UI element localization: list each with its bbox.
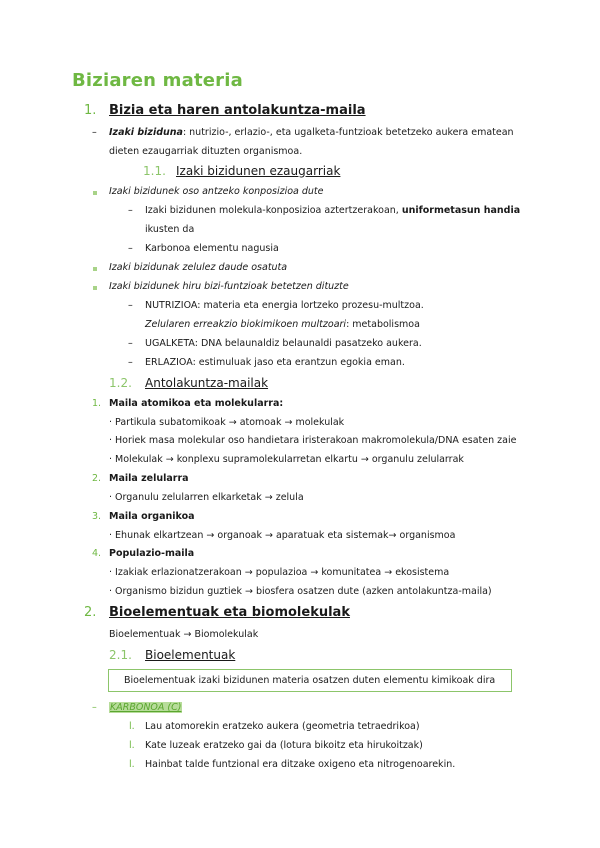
section-2-number: 2. [84, 605, 97, 620]
list-item: Kate luzeak eratzeko gai da (lotura bikoitz eta hirukoitzak) [145, 740, 423, 751]
definition-term: Izaki biziduna [109, 127, 183, 138]
list-item-continuation [145, 319, 420, 330]
dash-bullet: – [128, 205, 133, 216]
level-title: Maila zelularra [109, 473, 189, 484]
subsection-1-2-number: 1.2. [109, 376, 132, 390]
dash-bullet: – [92, 702, 97, 713]
list-item: Izaki bizidunak zelulez daude osatuta [109, 262, 288, 273]
emphasis-text: uniformetasun handia [401, 205, 521, 216]
list-item: Izaki bizidunek hiru bizi-funtzioak betetzen dituzte [109, 281, 349, 292]
list-number: 4. [92, 548, 102, 559]
subsection-2-1-heading: Bioelementuak [145, 648, 236, 662]
definition-text: : nutrizio-, erlazio-, eta ugalketa-funtzioak betetzeko aukera ematean [182, 127, 514, 138]
list-item: · Horiek masa molekular oso handietara iristerakoan makromolekula/DNA esaten zaie [109, 435, 517, 446]
list-item [145, 205, 520, 216]
list-item-text: : metabolismoa [346, 319, 420, 330]
subsection-1-2-heading: Antolakuntza-mailak [145, 376, 269, 390]
list-item: · Organulu zelularren elkarketak → zelula [109, 492, 304, 503]
section-subtitle: Bioelementuak → Biomolekulak [109, 629, 259, 640]
list-item: · Izakiak erlazionatzerakoan → populazioa → komunitatea → ekosistema [109, 567, 450, 578]
list-item: NUTRIZIOA: materia eta energia lortzeko prozesu-multzoa. [145, 300, 424, 311]
level-title: Maila atomikoa eta molekularra: [109, 398, 284, 409]
list-item-text: Izaki bizidunen molekula-konposizioa aztertzerakoan, [145, 205, 402, 216]
list-item: Hainbat talde funtzional era ditzake oxigeno eta nitrogenoarekin. [145, 759, 456, 770]
definition-line [109, 127, 514, 138]
highlighted-text: KARBONOA (C) [110, 702, 182, 713]
list-item: UGALKETA: DNA belaunaldiz belaunaldi pasatzeko aukera. [145, 338, 422, 349]
l-bullet: l. [129, 740, 135, 751]
list-item: · Ehunak elkartzean → organoak → aparatuak eta sistemak→ organismoa [109, 530, 456, 541]
page-title: Biziaren materia [72, 70, 243, 91]
definition-line-2: dieten ezaugarriak dituzten organismoa. [109, 146, 303, 157]
l-bullet: l. [129, 721, 135, 732]
dash-bullet: – [128, 300, 133, 311]
level-title: Populazio-maila [109, 548, 195, 559]
dash-bullet: – [128, 357, 133, 368]
subsection-1-1-number: 1.1. [143, 164, 166, 178]
subsection-1-1-heading: Izaki bizidunen ezaugarriak [176, 164, 341, 178]
square-bullet [93, 267, 97, 271]
subsection-2-1-number: 2.1. [109, 648, 132, 662]
l-bullet: l. [129, 759, 135, 770]
carbon-heading [109, 702, 182, 713]
section-1-number: 1. [84, 103, 97, 118]
italic-text: Zelularen erreakzio biokimikoen multzoari [145, 319, 347, 330]
dash-bullet: – [128, 338, 133, 349]
dash-bullet: – [92, 127, 97, 138]
list-item: Lau atomorekin eratzeko aukera (geometria tetraedrikoa) [145, 721, 420, 732]
list-item: Izaki bizidunek oso antzeko konposizioa dute [109, 186, 324, 197]
list-item: · Partikula subatomikoak → atomoak → molekulak [109, 417, 345, 428]
list-item: Karbonoa elementu nagusia [145, 243, 279, 254]
list-number: 2. [92, 473, 102, 484]
square-bullet [93, 191, 97, 195]
section-1-heading: Bizia eta haren antolakuntza-maila [109, 103, 366, 118]
list-item: · Molekulak → konplexu supramolekularretan elkartu → organulu zelularrak [109, 454, 464, 465]
list-item: · Organismo bizidun guztiek → biosfera osatzen dute (azken antolakuntza-maila) [109, 586, 492, 597]
list-item-continuation: ikusten da [145, 224, 195, 235]
list-number: 3. [92, 511, 102, 522]
definition-box-text: Bioelementuak izaki bizidunen materia osatzen duten elementu kimikoak dira [124, 675, 496, 686]
list-item: ERLAZIOA: estimuluak jaso eta erantzun egokia eman. [145, 357, 405, 368]
list-number: 1. [92, 398, 102, 409]
dash-bullet: – [128, 243, 133, 254]
section-2-heading: Bioelementuak eta biomolekulak [109, 605, 350, 620]
square-bullet [93, 286, 97, 290]
level-title: Maila organikoa [109, 511, 195, 522]
